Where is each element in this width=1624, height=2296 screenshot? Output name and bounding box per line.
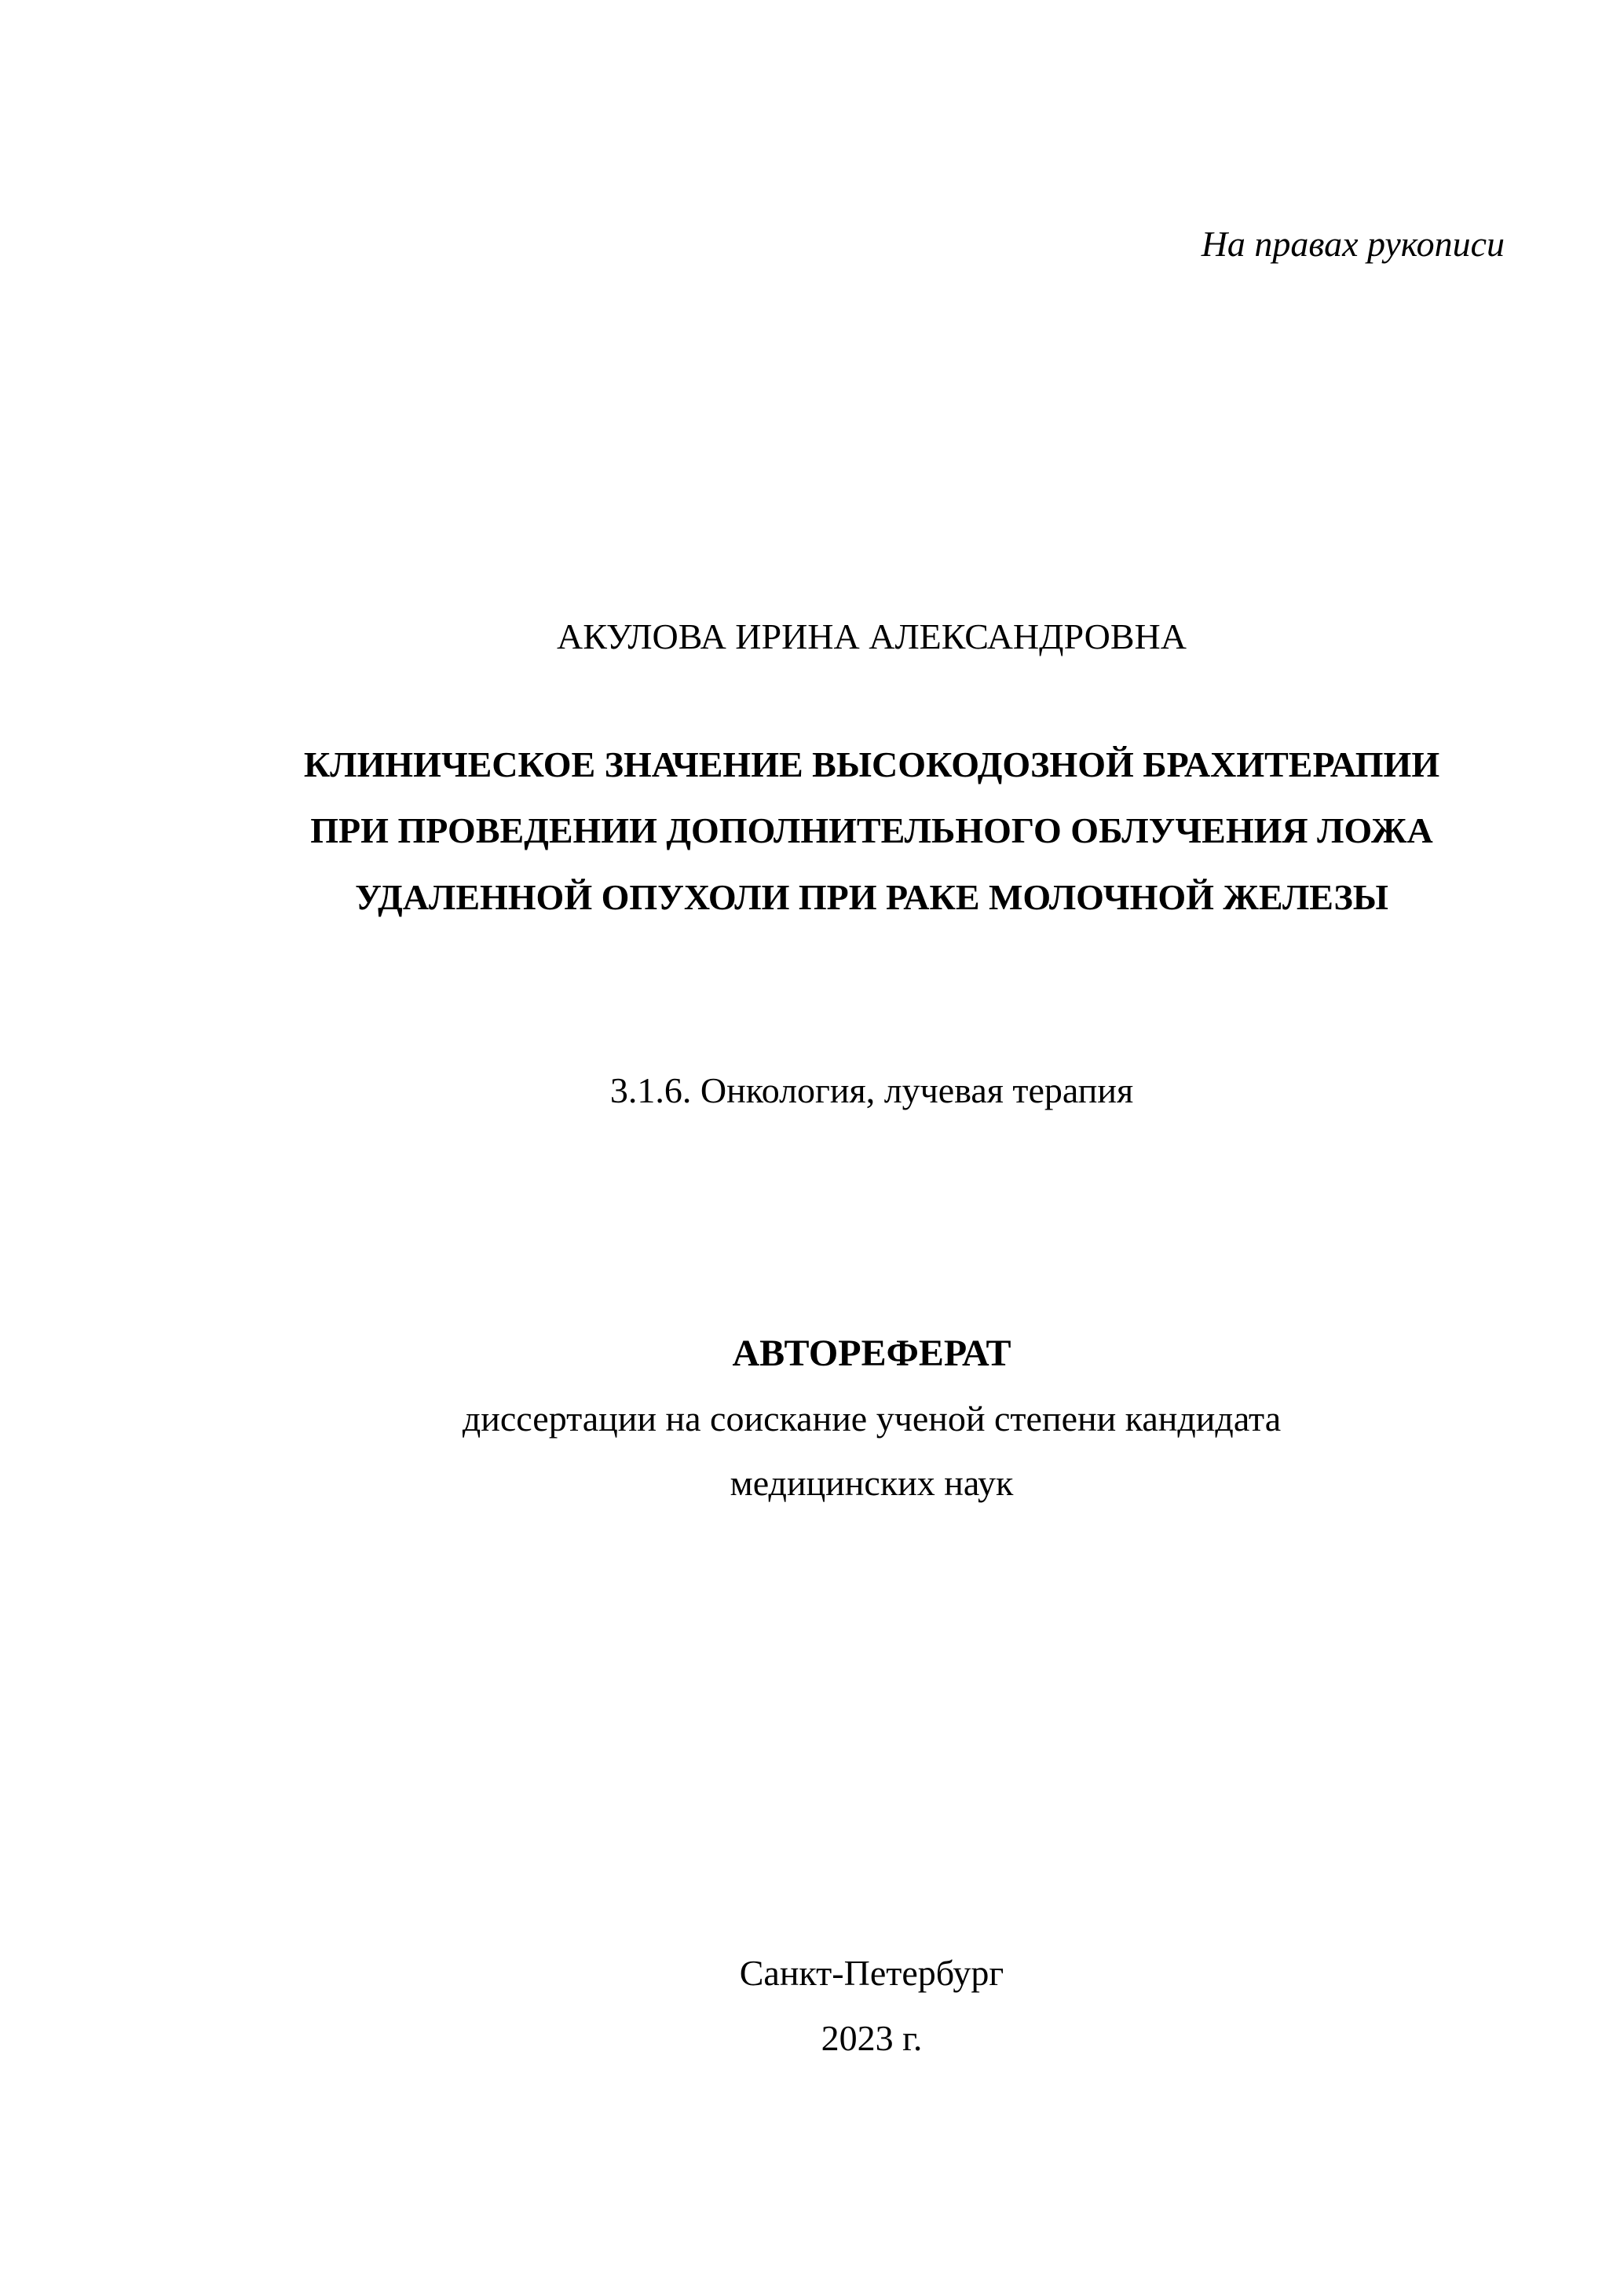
year: 2023 г. — [821, 2018, 923, 2058]
author-name: АКУЛОВА ИРИНА АЛЕКСАНДРОВНА — [557, 616, 1187, 656]
specialty-code: 3.1.6. Онкология, лучевая терапия — [609, 1070, 1134, 1110]
document-type: АВТОРЕФЕРАТ — [732, 1333, 1011, 1374]
manuscript-note: На правах рукописи — [1201, 224, 1505, 264]
title-line-3: УДАЛЕННОЙ ОПУХОЛИ ПРИ РАКЕ МОЛОЧНОЙ ЖЕЛЕЗЫ — [355, 877, 1388, 917]
degree-line-1: диссертации на соискание ученой степени кандидата — [462, 1398, 1282, 1439]
title-line-2: ПРИ ПРОВЕДЕНИИ ДОПОЛНИТЕЛЬНОГО ОБЛУЧЕНИЯ ЛОЖА — [310, 810, 1433, 850]
title-line-1: КЛИНИЧЕСКОЕ ЗНАЧЕНИЕ ВЫСОКОДОЗНОЙ БРАХИТЕРАПИИ — [303, 744, 1440, 784]
city: Санкт-Петербург — [739, 1953, 1004, 1993]
degree-line-2: медицинских наук — [730, 1463, 1014, 1503]
